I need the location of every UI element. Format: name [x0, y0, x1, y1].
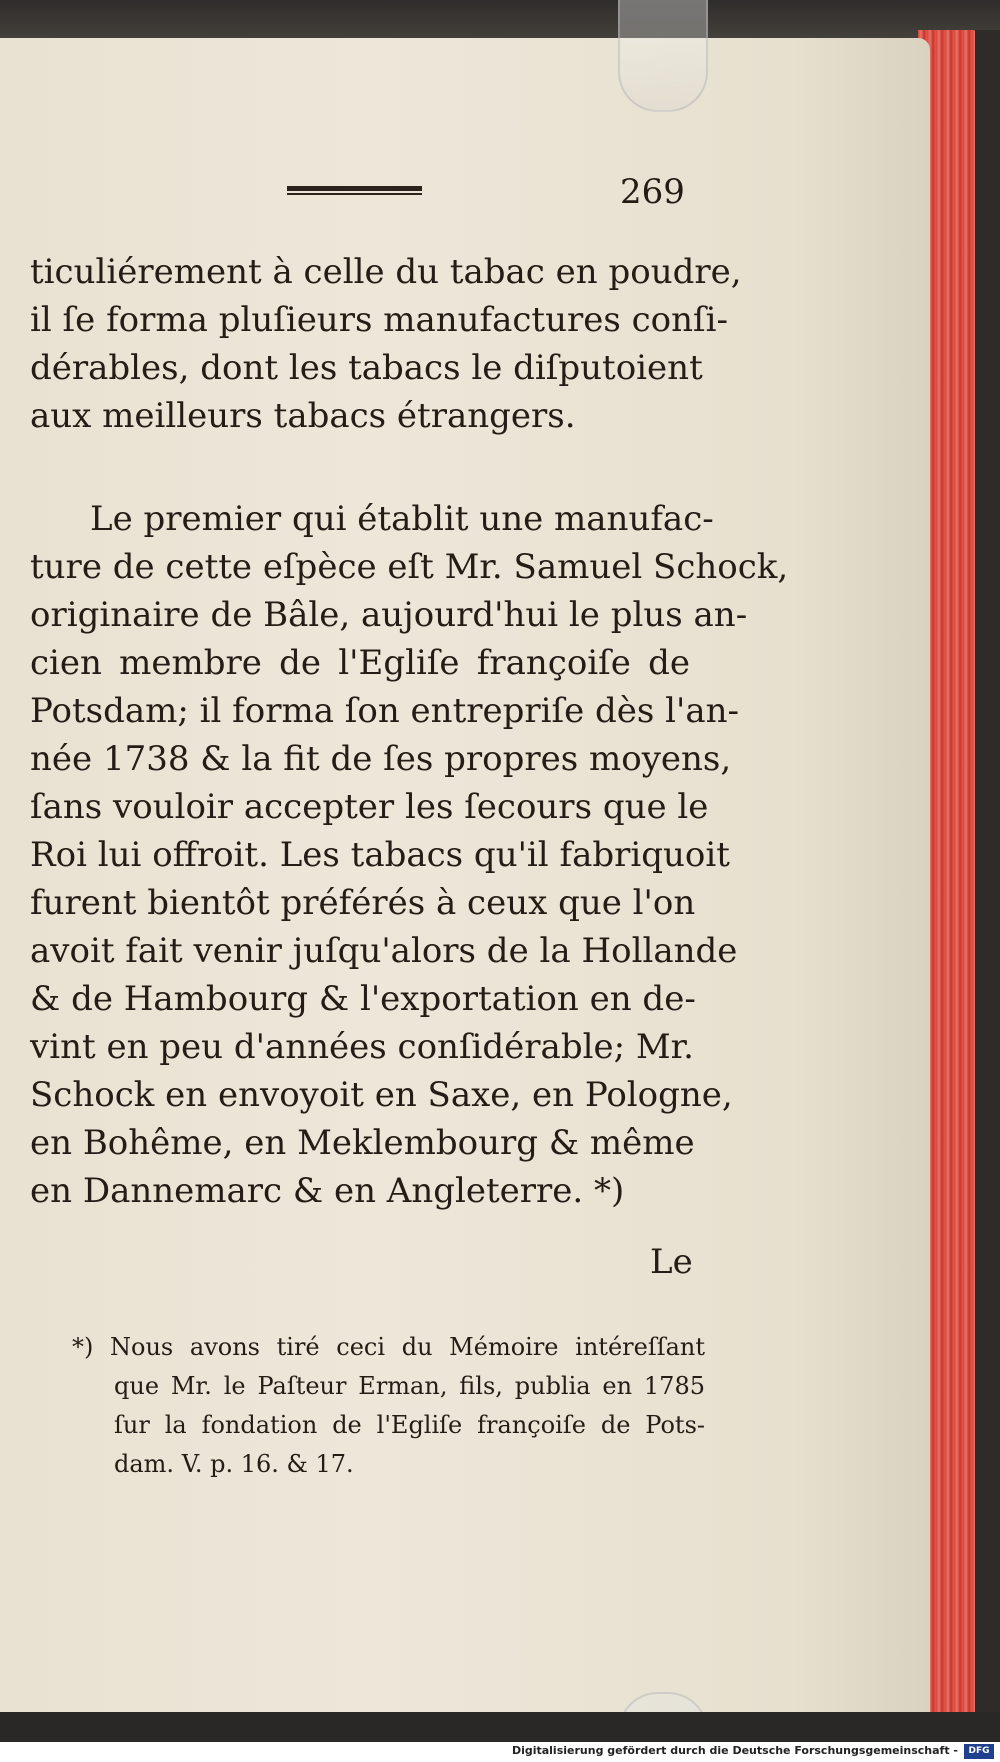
page-clip-top [618, 0, 708, 112]
body-line: née 1738 & la fit de ſes propres moyens, [30, 739, 732, 779]
footnote-line: dam. V. p. 16. & 17. [114, 1450, 354, 1478]
dfg-logo: DFG [964, 1744, 994, 1759]
body-line: ticuliérement à celle du tabac en poudre, [30, 252, 742, 292]
funding-notice: Digitalisierung gefördert durch die Deutsche Forschungsgemeinschaft - [511, 1744, 958, 1757]
body-line: ſans vouloir accepter les ſecours que le [30, 787, 709, 827]
header-rule [287, 186, 422, 196]
footnote-line: *) Nous avons tiré ceci du Mémoire intéreſſant [72, 1333, 705, 1361]
body-line: Potsdam; il forma ſon entrepriſe dès l'an- [30, 691, 740, 731]
body-line: Schock en envoyoit en Saxe, en Pologne, [30, 1075, 733, 1115]
body-line: aux meilleurs tabacs étrangers. [30, 396, 576, 436]
body-line: dérables, dont les tabacs le diſputoient [30, 348, 703, 388]
body-line: originaire de Bâle, aujourd'hui le plus an- [30, 595, 748, 635]
footnote-line: ſur la fondation de l'Egliſe françoiſe de Pots- [114, 1411, 705, 1439]
book-cover-edge [975, 30, 1000, 1720]
page-number: 269 [620, 172, 685, 212]
body-line: furent bientôt préférés à ceux que l'on [30, 883, 696, 923]
body-line: Roi lui offroit. Les tabacs qu'il fabriquoit [30, 835, 730, 875]
body-line: vint en peu d'années conſidérable; Mr. [30, 1027, 694, 1067]
body-line: en Bohême, en Meklembourg & même [30, 1123, 695, 1163]
body-line: en Dannemarc & en Angleterre. *) [30, 1171, 625, 1211]
body-line: Le premier qui établit une manufac- [90, 499, 714, 539]
body-line: & de Hambourg & l'exportation en de- [30, 979, 696, 1019]
body-line: ture de cette eſpèce eſt Mr. Samuel Schock, [30, 547, 789, 587]
body-line: avoit fait venir juſqu'alors de la Hollande [30, 931, 738, 971]
body-line: cien membre de l'Egliſe françoiſe de [30, 643, 690, 683]
catchword: Le [650, 1242, 693, 1282]
scan-bottom-background [0, 1712, 1000, 1742]
body-line: il ſe forma pluſieurs manufactures conſi- [30, 300, 728, 340]
footnote-line: que Mr. le Paſteur Erman, fils, publia en 1785 [114, 1372, 705, 1400]
